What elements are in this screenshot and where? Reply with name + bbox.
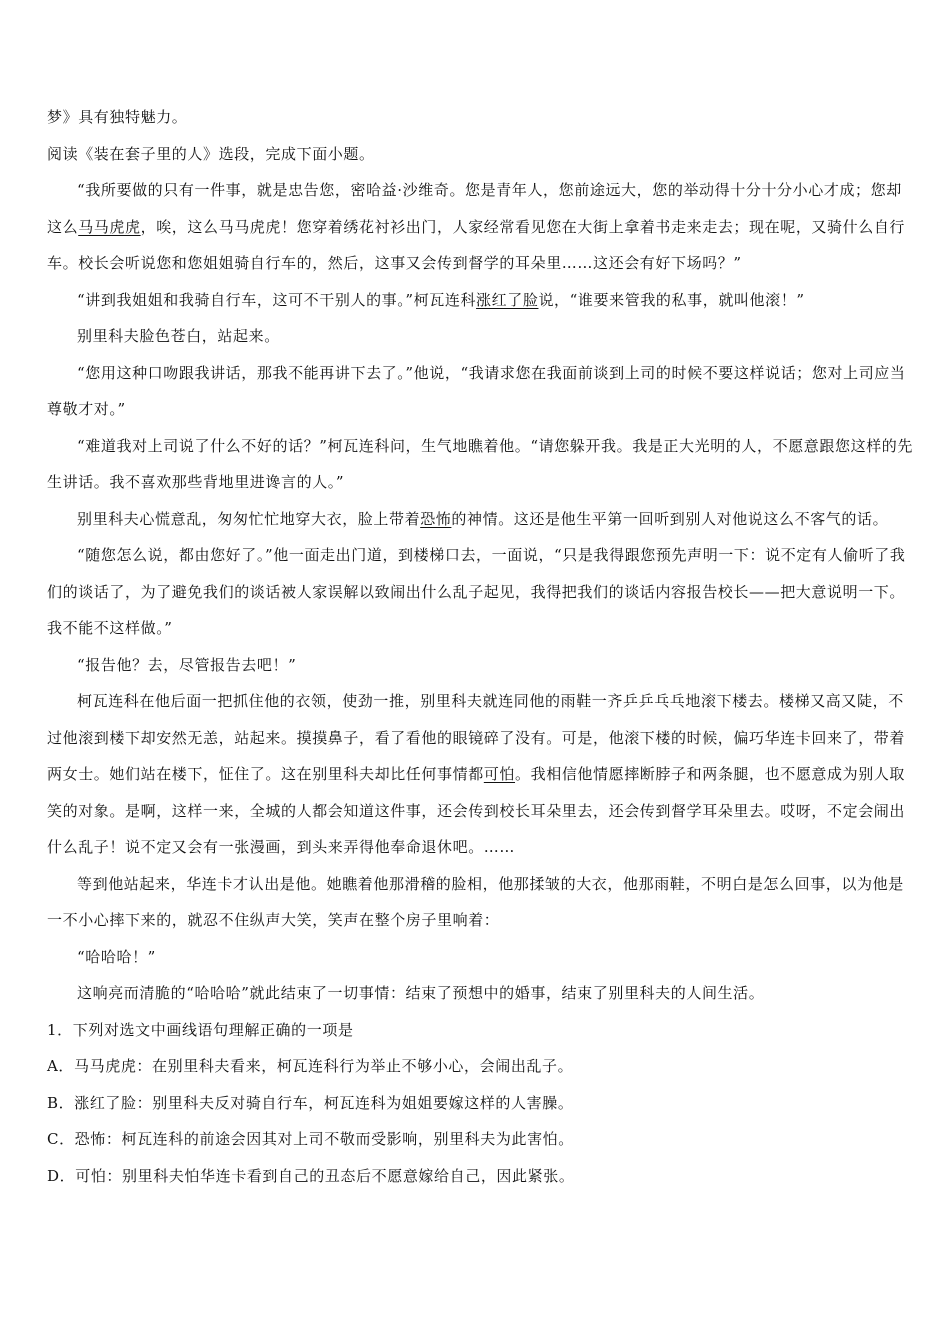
option-d: D．可怕：别里科夫怕华连卡看到自己的丑态后不愿意嫁给自己，因此紧张。: [47, 1166, 575, 1185]
paragraph-12: 这响亮而清脆的“哈哈哈”就此结束了一切事情：结束了预想中的婚事，结束了别里科夫的人间生活。: [77, 984, 765, 1002]
paragraph-6: [47, 501, 913, 538]
paragraph-8: “报告他？去，尽管报告去吧！”: [77, 655, 297, 674]
document-page: [47, 99, 913, 1194]
reading-instruction: 阅读《装在套子里的人》选段，完成下面小题。: [47, 144, 375, 163]
text-run: 。我相信他情愿摔断脖子和两条腿，也不愿意成为别人取笑的对象。是啊，这样一来，全城的人都会知道这件事，还会传到校长耳朵里去，还会传到督学耳朵里去。哎呀，不定会闹出什么乱子！说不定又会有一张漫画，到头来弄得他奉命退休吧。……: [47, 765, 906, 856]
text-run: 别里科夫心慌意乱，匆匆忙忙地穿大衣，脸上带着: [77, 509, 421, 528]
text-run: 的神情。这还是他生平第一回听到别人对他说这么不客气的话。: [451, 509, 889, 528]
paragraph-9: [47, 683, 913, 866]
paragraph-5: “难道我对上司说了什么不好的话？”柯瓦连科问，生气地瞧着他。“请您躲开我。我是正大光明的人，不愿意跟您这样的先生讲话。我不喜欢那些背地里进谗言的人。”: [47, 436, 914, 491]
paragraph-1: [47, 172, 913, 282]
question-block: [47, 1012, 913, 1195]
carryover-line: 梦》具有独特魅力。: [47, 108, 188, 126]
paragraph-2: [47, 282, 913, 319]
paragraph-7: “随您怎么说，都由您好了。”他一面走出门道，到楼梯口去，一面说，“只是我得跟您预先声明一下：说不定有人偷听了我们的谈话了，为了避免我们的谈话被人家误解以致闹出什么乱子起见，我得把我们的谈话内容报告校长——把大意说明一下。我不能不这样做。”: [47, 546, 906, 637]
underlined-phrase-kongbu: 恐怖: [420, 509, 452, 528]
paragraph-10: 等到他站起来，华连卡才认出是他。她瞧着他那滑稽的脸相，他那揉皱的大衣，他那雨鞋，不明白是怎么回事，以为他是一不小心摔下来的，就忍不住纵声大笑，笑声在整个房子里响着：: [47, 874, 904, 929]
option-c: C．恐怖：柯瓦连科的前途会因其对上司不敬而受影响，别里科夫为此害怕。: [47, 1130, 574, 1148]
underlined-phrase-kepa: 可怕: [483, 765, 516, 783]
underlined-phrase-zhanghonglelian: 涨红了脸: [476, 290, 539, 309]
paragraph-3: 别里科夫脸色苍白，站起来。: [77, 327, 280, 345]
text-run: “我所要做的只有一件事，就是忠告您，密哈益·沙维奇。您是青年人，您前途远大，您的举动得十分十分小心才成；您却这么: [47, 181, 902, 236]
text-run: “讲到我姐姐和我骑自行车，这可不干别人的事。”柯瓦连科: [77, 290, 477, 309]
passage: [47, 172, 913, 1012]
text-run: ，唉，这么马马虎虎！您穿着绣花衬衫出门，人家经常看见您在大街上拿着书走来走去；现在呢，又骑什么自行车。校长会听说您和您姐姐骑自行车的，然后，这事又会传到督学的耳朵里……这还会有好下场吗？”: [47, 217, 906, 272]
text-run: 说，“谁要来管我的私事，就叫他滚！”: [538, 290, 805, 309]
option-a: A．马马虎虎：在别里科夫看来，柯瓦连科行为举止不够小心，会闹出乱子。: [47, 1057, 574, 1075]
underlined-phrase-mamahuhu: 马马虎虎: [78, 217, 141, 236]
question-stem: 1．下列对选文中画线语句理解正确的一项是: [47, 1020, 354, 1039]
option-b: B．涨红了脸：别里科夫反对骑自行车，柯瓦连科为姐姐要嫁这样的人害臊。: [47, 1093, 574, 1112]
paragraph-4: “您用这种口吻跟我讲话，那我不能再讲下去了。”他说，“我请求您在我面前谈到上司的时候不要这样说话；您对上司应当尊敬才对。”: [47, 363, 906, 418]
text-run: 柯瓦连科在他后面一把抓住他的衣领，使劲一推，别里科夫就连同他的雨鞋一齐乒乒乓乓地滚下楼去。楼梯又高又陡，不过他滚到楼下却安然无恙，站起来。摸摸鼻子，看了看他的眼镜碎了没有。可是，他滚下楼的时候，偏巧华连卡回来了，带着两女士。她们站在楼下，怔住了。这在别里科夫却比任何事情都: [47, 692, 906, 783]
paragraph-11: “哈哈哈！”: [77, 947, 156, 966]
